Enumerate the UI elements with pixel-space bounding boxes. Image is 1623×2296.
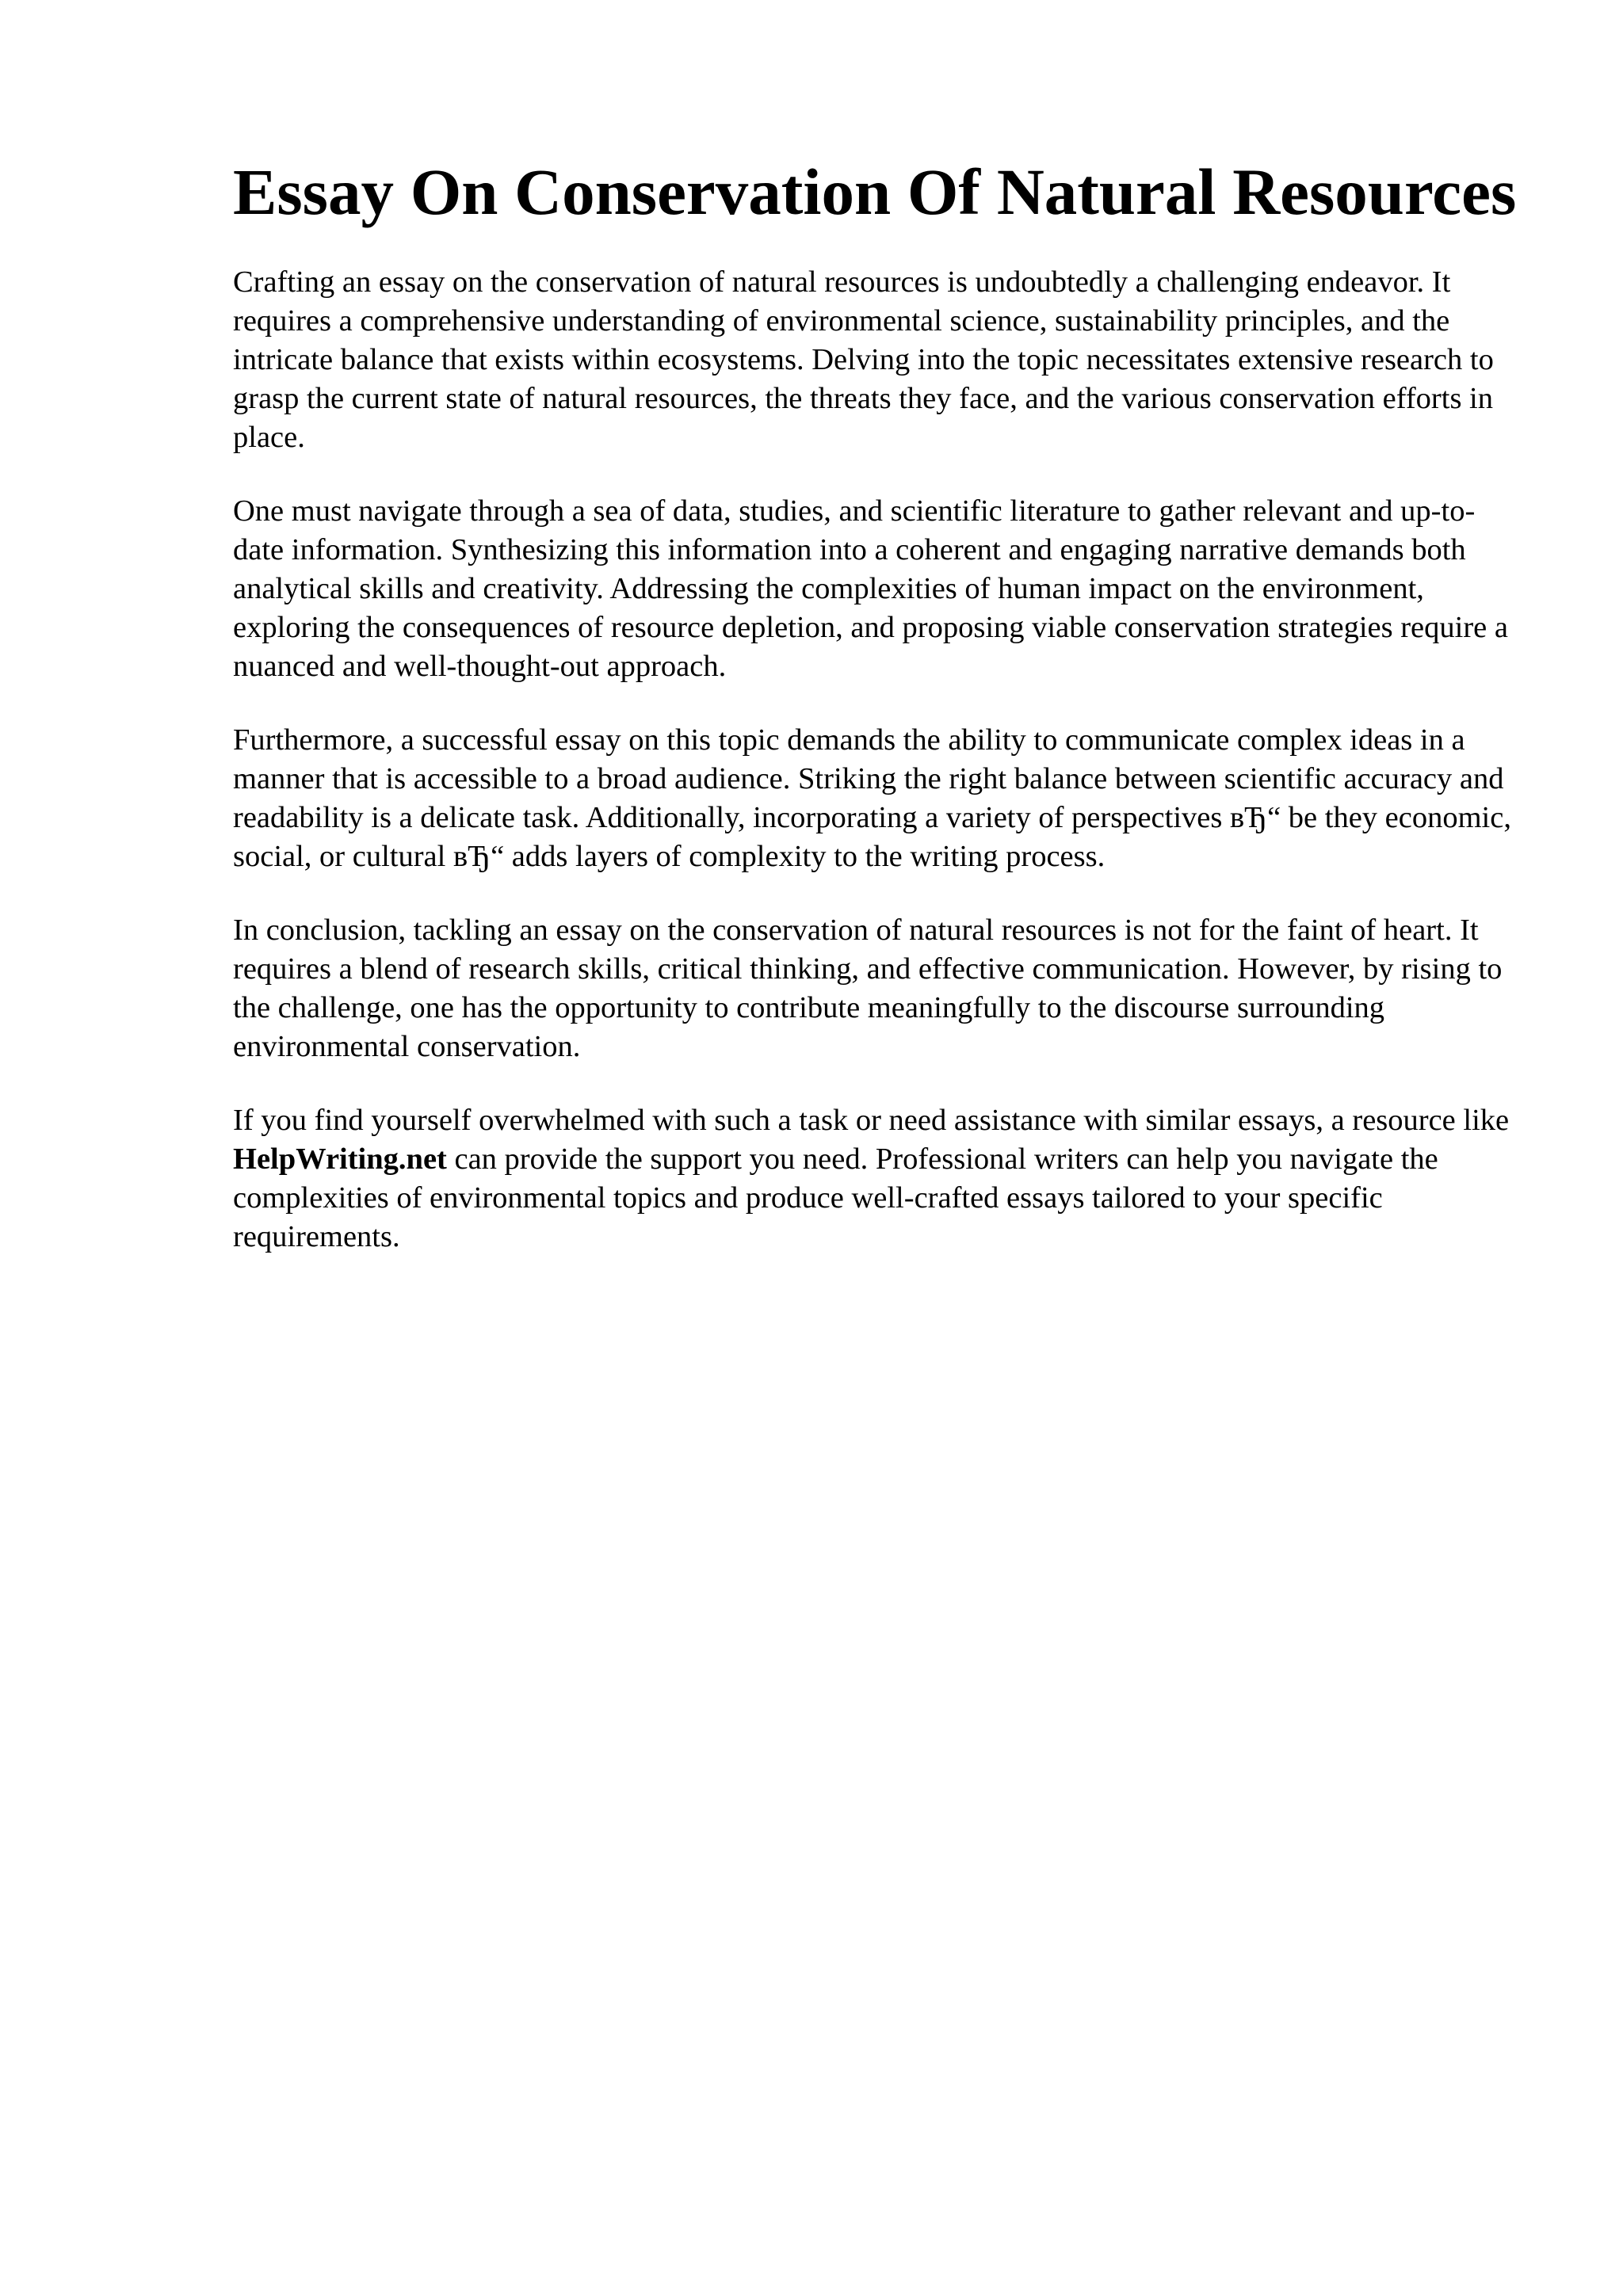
- paragraph-closing: [233, 1101, 1517, 1257]
- page-title: Essay On Conservation Of Natural Resources: [233, 155, 1517, 228]
- document-page: [233, 151, 1533, 1291]
- paragraph-communication: Furthermore, a successful essay on this topic demands the ability to communicate complex ideas in a manner that is accessible to a broad audience. Striking the right balance between scientific accuracy and readability is a delicate task. Additionally, incorporating a variety of perspectives вЂ“ be they economic, social, or cultural вЂ“ adds layers of complexity to the writing process.: [233, 723, 1511, 873]
- paragraph-intro: Crafting an essay on the conservation of natural resources is undoubtedly a challenging endeavor. It requires a comprehensive understanding of environmental science, sustainability principles, and the intricate balance that exists within ecosystems. Delving into the topic necessitates extensive research to grasp the current state of natural resources, the threats they face, and the various conservation efforts in place.: [233, 265, 1494, 454]
- closing-text-before: If you find yourself overwhelmed with such a task or need assistance with similar essays, a resource like: [233, 1104, 1510, 1137]
- paragraph-research: One must navigate through a sea of data, studies, and scientific literature to gather relevant and up-to-date information. Synthesizing this information into a coherent and engaging narrative demands both analytical skills and creativity. Addressing the complexities of human impact on the environment, exploring the consequences of resource depletion, and proposing viable conservation strategies require a nuanced and well-thought-out approach.: [233, 494, 1508, 683]
- brand-name: HelpWriting.net: [233, 1142, 447, 1176]
- closing-text-after: can provide the support you need. Professional writers can help you navigate the complexities of environmental topics and produce well-crafted essays tailored to your specific requirements.: [233, 1142, 1438, 1253]
- paragraph-conclusion: In conclusion, tackling an essay on the conservation of natural resources is not for the faint of heart. It requires a blend of research skills, critical thinking, and effective communication. However, by rising to the challenge, one has the opportunity to contribute meaningfully to the discourse surrounding environmental conservation.: [233, 913, 1503, 1063]
